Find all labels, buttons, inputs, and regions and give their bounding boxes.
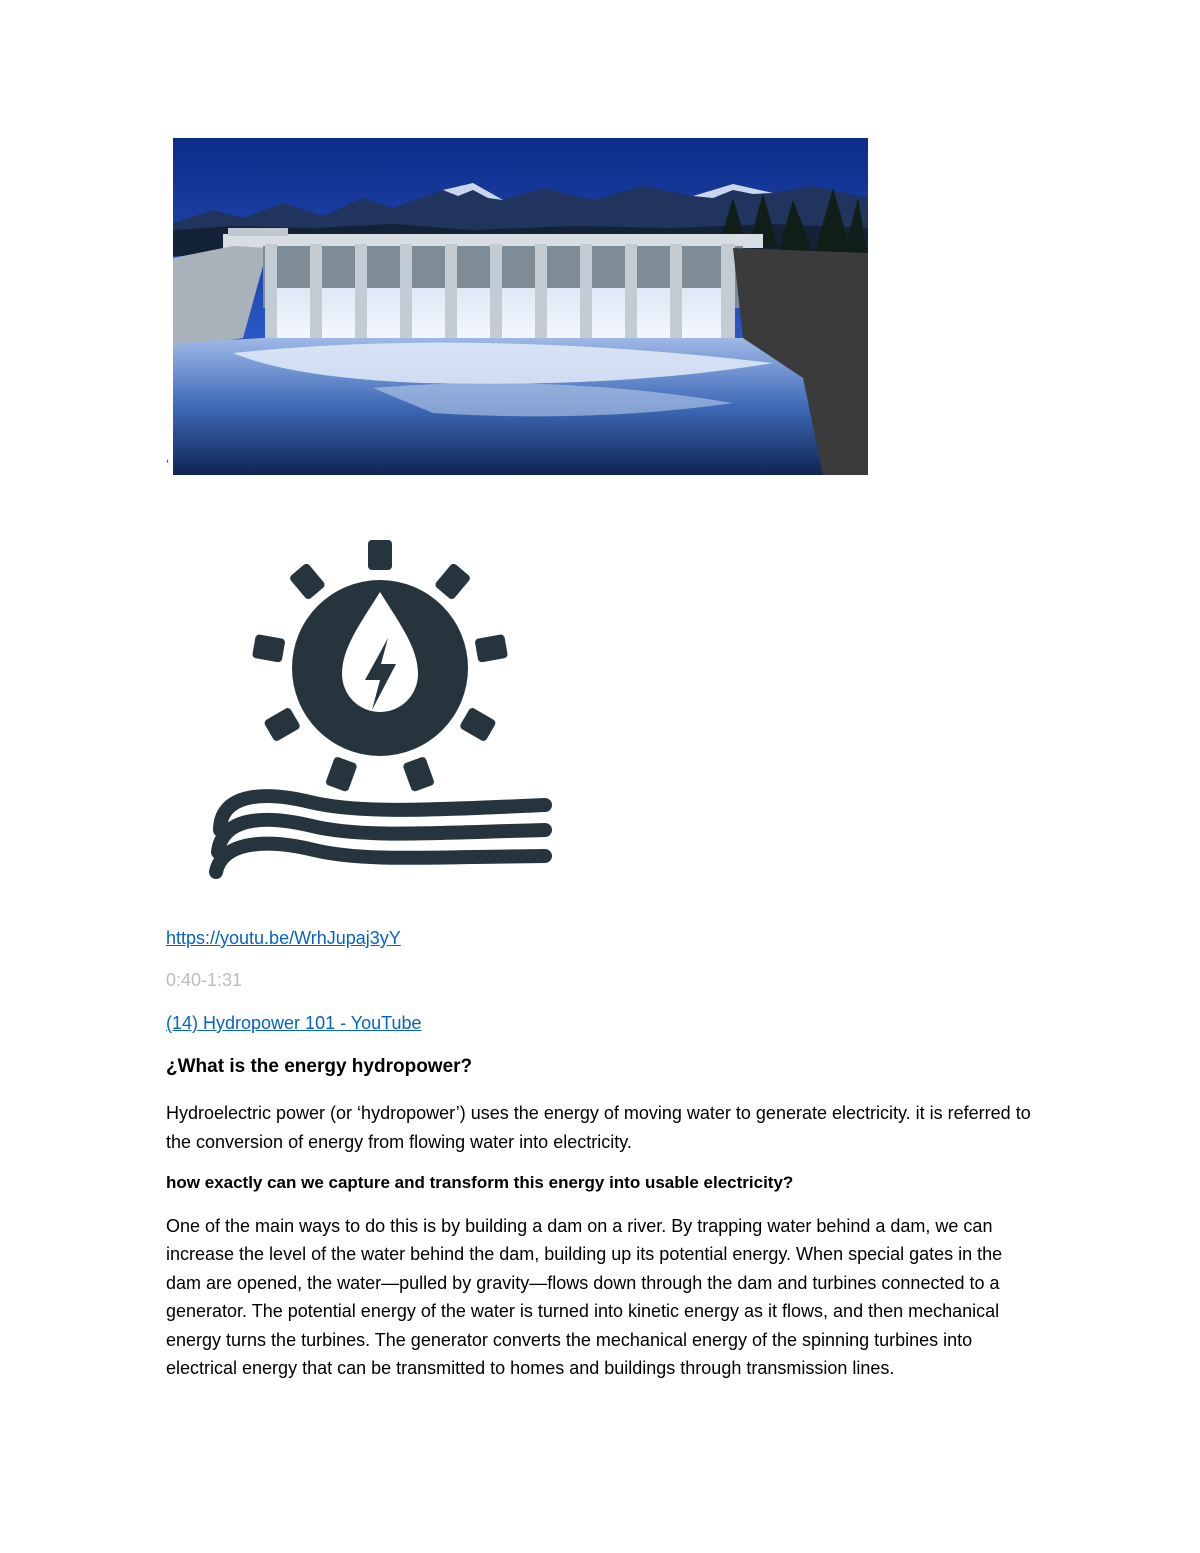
video-time-range: 0:40-1:31 [166,970,243,990]
dam-photo [173,138,868,475]
section-subheading: how exactly can we capture and transform this energy into usable electricity? [166,1173,794,1192]
section-heading: ¿What is the energy hydropower? [166,1056,473,1077]
video-title-link[interactable]: (14) Hydropower 101 - YouTube [166,1013,422,1033]
figure-mark: ‘ [166,456,170,472]
hydropower-icon [200,540,560,880]
paragraph-intro: Hydroelectric power (or ‘hydropower’) uses the energy of moving water to generate electricity. it is referred to the conversion of energy from flowing water into electricity. [166,1103,1031,1152]
paragraph-explanation: One of the main ways to do this is by building a dam on a river. By trapping water behind a dam, we can increase the level of the water behind the dam, building up its potential energy. When special gates in the dam are opened, the water—pulled by gravity—flows down through the dam and turbines connected to a generator. The potential energy of the water is turned into kinetic energy as it flows, and then mechanical energy turns the turbines. The generator converts the mechanical energy of the spinning turbines into electrical energy that can be transmitted to homes and buildings through transmission lines. [166,1216,1003,1379]
video-url-link[interactable]: https://youtu.be/WrhJupaj3yY [166,928,401,948]
